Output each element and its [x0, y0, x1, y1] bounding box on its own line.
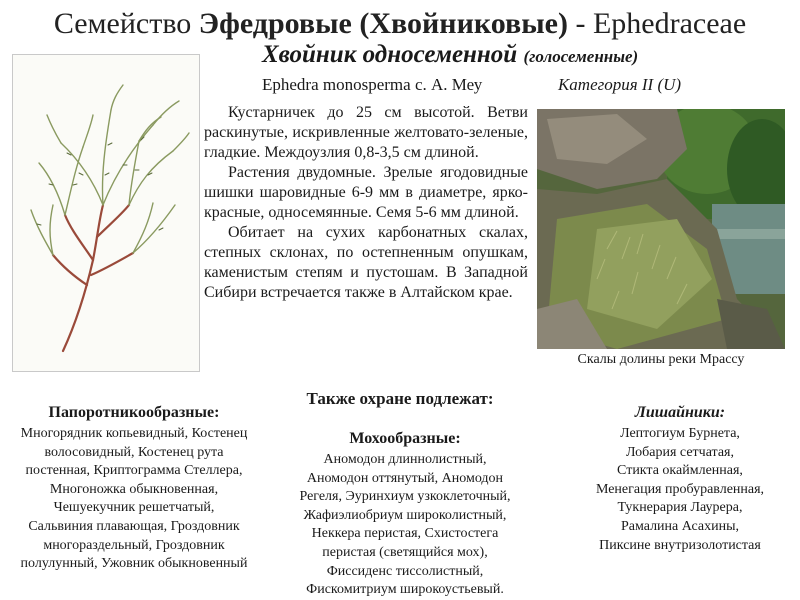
- description-paragraph: Растения двудомные. Зрелые ягодовидные шишки шаровидные 6-9 мм в диаметре, ярко-красные, односемянные. Семя 5-6 мм длиной.: [204, 164, 528, 221]
- ferns-title: Папоротникообразные:: [48, 404, 220, 421]
- species-name: Хвойник односеменной: [262, 41, 518, 68]
- mosses-title: Мохообразные:: [349, 430, 461, 447]
- list-item: Пиксине внутризолотистая: [599, 537, 761, 553]
- protection-category: Категория II (U): [558, 75, 682, 94]
- list-item: Чешуекучник решетчатый,: [53, 500, 215, 516]
- family-separator: -: [575, 7, 586, 40]
- also-protected-title: Также охране подлежат:: [306, 389, 494, 408]
- list-item: Аномодон длиннолистный,: [323, 452, 487, 467]
- list-item: волосовидный, Костенец рута: [44, 444, 224, 460]
- description-paragraph: Кустарничек до 25 см высотой. Ветви раскинутые, искривленные желтовато-зеленые, гладкие. Междоузлия 0,8-3,5 см длиной.: [204, 104, 528, 161]
- mosses-column: [280, 428, 530, 600]
- family-name: Эфедровые (Хвойниковые): [198, 7, 568, 40]
- habitat-photo: [537, 109, 785, 349]
- list-item: Фискомитриум широкоустьевый.: [306, 582, 504, 598]
- description-paragraph: Обитает на сухих карбонатных скалах, степных склонах, по остепненным опушкам, каменистым степям и пустошам. В Западной Сибири встречается также в Алтайском крае.: [204, 224, 528, 301]
- photo-caption: Скалы долины реки Мрассу: [577, 352, 745, 367]
- list-item: Лептогиум Бурнета,: [620, 426, 740, 441]
- list-item: Стикта окаймленная,: [617, 463, 743, 479]
- list-item: Неккера перистая, Схистостега: [311, 526, 499, 542]
- list-item: Регеля, Эуринхиум узкоклеточный,: [299, 489, 511, 505]
- rocky-slope-image: [537, 109, 785, 349]
- latin-name: Ephedra monosperma с. А. Меу: [262, 75, 483, 94]
- lichens-title: Лишайники:: [634, 404, 726, 421]
- list-item: Менегация пробуравленная,: [595, 481, 765, 497]
- family-prefix: Семейство: [53, 7, 192, 40]
- list-item: полулунный, Ужовник обыкновенный: [20, 556, 248, 572]
- list-item: Многорядник копьевидный, Костенец: [20, 426, 248, 441]
- species-title: [262, 40, 638, 72]
- list-item: Тукнерария Лаурера,: [617, 500, 743, 516]
- list-item: Рамалина Асахины,: [620, 518, 740, 534]
- list-item: перистая (светящийся мох),: [322, 544, 488, 560]
- family-title: [0, 4, 800, 44]
- list-item: Фиссиденс тиссолистный,: [326, 563, 484, 579]
- list-item: Лобария сетчатая,: [626, 444, 734, 460]
- family-latin: Ephedraceae: [592, 7, 747, 40]
- lichens-column: [570, 402, 790, 555]
- list-item: Жафиэлиобриум широколистный,: [303, 507, 507, 523]
- list-item: Многоножка обыкновенная,: [49, 481, 219, 497]
- list-item: многораздельный, Гроздовник: [43, 537, 225, 553]
- species-group: (голосеменные): [523, 47, 639, 66]
- species-description: [204, 103, 528, 303]
- list-item: постенная, Криптограмма Стеллера,: [25, 463, 243, 479]
- plant-illustration: [12, 54, 200, 372]
- ephedra-drawing: [13, 55, 199, 371]
- ferns-column: [4, 402, 264, 574]
- list-item: Сальвиния плавающая, Гроздовник: [28, 518, 240, 534]
- list-item: Аномодон оттянутый, Аномодон: [306, 470, 504, 486]
